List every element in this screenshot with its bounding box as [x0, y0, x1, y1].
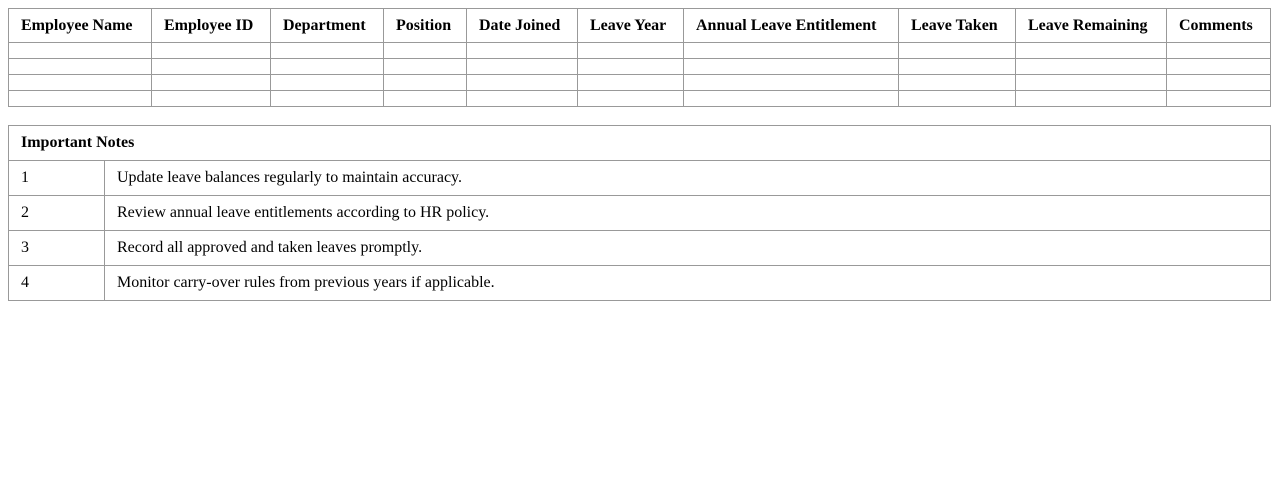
header-row	[9, 9, 1271, 43]
table-cell[interactable]	[684, 59, 899, 75]
leave-tracking-table	[8, 8, 1271, 107]
table-cell[interactable]	[899, 91, 1016, 107]
notes-header-row	[9, 126, 1271, 161]
table-cell[interactable]	[467, 75, 578, 91]
table-cell[interactable]	[1016, 59, 1167, 75]
header-department: Department	[271, 9, 384, 43]
table-cell[interactable]	[899, 75, 1016, 91]
table-cell[interactable]	[578, 75, 684, 91]
table-cell[interactable]	[1016, 75, 1167, 91]
header-employee-id: Employee ID	[152, 9, 271, 43]
header-leave-taken: Leave Taken	[899, 9, 1016, 43]
note-number: 1	[9, 161, 105, 196]
note-text: Update leave balances regularly to maintain accuracy.	[105, 161, 1271, 196]
table-cell[interactable]	[384, 75, 467, 91]
table-cell[interactable]	[467, 91, 578, 107]
header-comments: Comments	[1167, 9, 1271, 43]
table-cell[interactable]	[684, 75, 899, 91]
table-cell[interactable]	[271, 91, 384, 107]
table-cell[interactable]	[684, 43, 899, 59]
table-cell[interactable]	[899, 59, 1016, 75]
note-row	[9, 196, 1271, 231]
table-cell[interactable]	[578, 43, 684, 59]
table-cell[interactable]	[384, 91, 467, 107]
table-cell[interactable]	[152, 91, 271, 107]
table-cell[interactable]	[271, 43, 384, 59]
table-cell[interactable]	[467, 43, 578, 59]
header-leave-remaining: Leave Remaining	[1016, 9, 1167, 43]
table-cell[interactable]	[1016, 43, 1167, 59]
table-cell[interactable]	[684, 91, 899, 107]
header-annual-leave-entitlement: Annual Leave Entitlement	[684, 9, 899, 43]
table-cell[interactable]	[9, 43, 152, 59]
table-cell[interactable]	[1167, 75, 1271, 91]
table-cell[interactable]	[578, 59, 684, 75]
table-row	[9, 59, 1271, 75]
header-date-joined: Date Joined	[467, 9, 578, 43]
document	[8, 8, 1270, 301]
table-cell[interactable]	[899, 43, 1016, 59]
table-cell[interactable]	[9, 75, 152, 91]
note-text: Record all approved and taken leaves promptly.	[105, 231, 1271, 266]
table-row	[9, 43, 1271, 59]
header-leave-year: Leave Year	[578, 9, 684, 43]
table-cell[interactable]	[152, 59, 271, 75]
important-notes-table	[8, 125, 1271, 301]
note-row	[9, 161, 1271, 196]
note-row	[9, 231, 1271, 266]
table-cell[interactable]	[467, 59, 578, 75]
table-cell[interactable]	[1167, 59, 1271, 75]
note-text: Review annual leave entitlements according to HR policy.	[105, 196, 1271, 231]
header-position: Position	[384, 9, 467, 43]
table-cell[interactable]	[1167, 43, 1271, 59]
table-cell[interactable]	[1016, 91, 1167, 107]
table-cell[interactable]	[152, 75, 271, 91]
header-employee-name: Employee Name	[9, 9, 152, 43]
table-cell[interactable]	[9, 91, 152, 107]
note-number: 4	[9, 266, 105, 301]
table-cell[interactable]	[9, 59, 152, 75]
table-cell[interactable]	[271, 75, 384, 91]
table-row	[9, 75, 1271, 91]
note-number: 3	[9, 231, 105, 266]
note-number: 2	[9, 196, 105, 231]
table-cell[interactable]	[152, 43, 271, 59]
table-cell[interactable]	[384, 43, 467, 59]
table-cell[interactable]	[1167, 91, 1271, 107]
note-text: Monitor carry-over rules from previous years if applicable.	[105, 266, 1271, 301]
table-cell[interactable]	[271, 59, 384, 75]
note-row	[9, 266, 1271, 301]
table-cell[interactable]	[384, 59, 467, 75]
table-cell[interactable]	[578, 91, 684, 107]
table-row	[9, 91, 1271, 107]
notes-title: Important Notes	[9, 126, 1271, 161]
